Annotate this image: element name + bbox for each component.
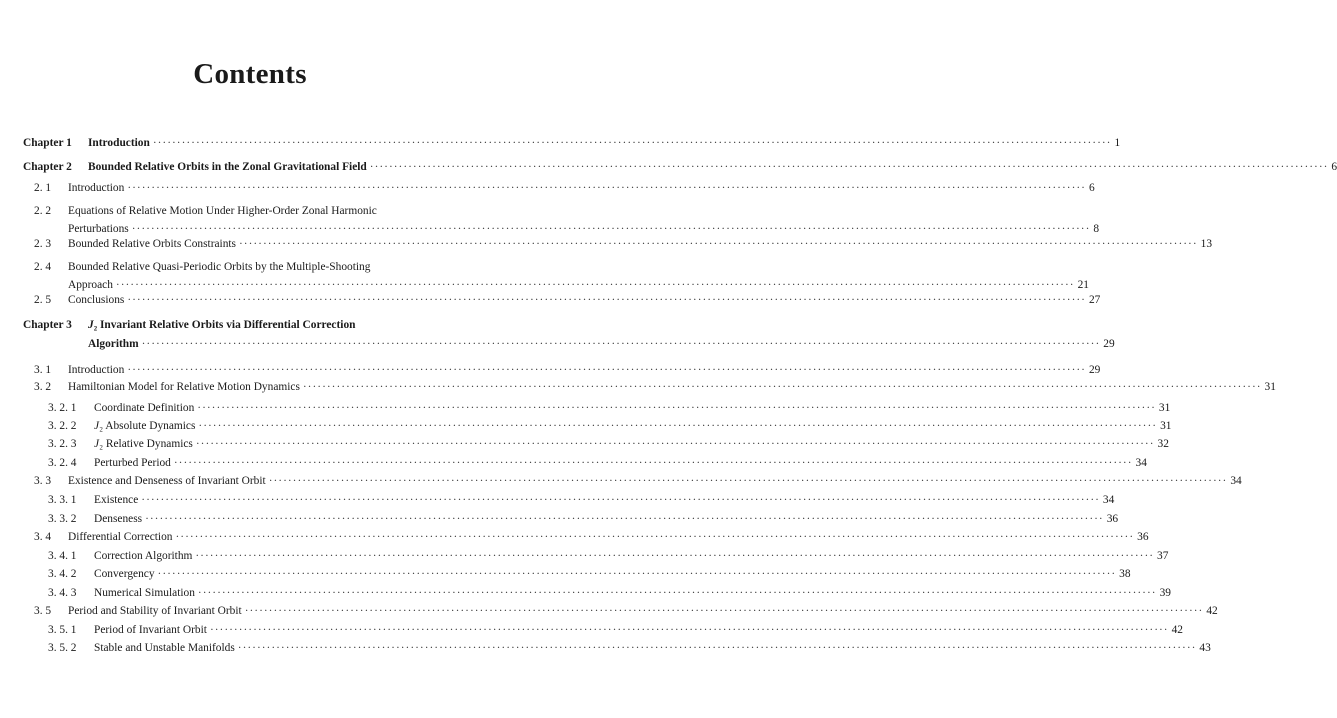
dot-leader: ········································································································································································································ (127, 364, 1086, 376)
toc-entry-title: Introduction (88, 137, 150, 149)
toc-entry[interactable] (34, 363, 1101, 377)
toc-entry-title: Perturbed Period (94, 457, 171, 469)
toc-entry-title: Bounded Relative Orbits in the Zonal Gravitational Field (88, 161, 367, 173)
toc-entry-page-number: 31 (1160, 420, 1172, 432)
toc-entry-title: Approach (68, 279, 113, 291)
toc-entry-number: 2. 4 (34, 261, 52, 273)
toc-entry[interactable] (34, 237, 1213, 251)
toc-entry-number: 3. 3. 1 (48, 494, 77, 506)
dot-leader: ········································································································································································································ (197, 587, 1157, 599)
toc-entry-title: Introduction (68, 364, 125, 376)
dot-leader: ········································································································································································································ (173, 457, 1133, 469)
toc-entry-page-number: 36 (1106, 513, 1119, 525)
toc-entry-number: Chapter 3 (23, 319, 72, 331)
toc-entry-page-number: 6 (1088, 182, 1095, 194)
toc-chapter-entry[interactable] (23, 160, 1337, 174)
toc-entry-number: 3. 4. 1 (48, 550, 77, 562)
toc-entry[interactable] (48, 493, 1115, 507)
dot-leader: ········································································································································································································ (369, 161, 1329, 173)
dot-leader: ········································································································································································································ (145, 513, 1104, 525)
toc-entry-number: 3. 4. 3 (48, 587, 77, 599)
toc-entry-number: 2. 1 (34, 182, 52, 194)
toc-entry-number: 2. 3 (34, 238, 52, 250)
dot-leader: ········································································································································································································ (157, 568, 1117, 580)
toc-entry-title: Coordinate Definition (94, 402, 195, 414)
dot-leader: ········································································································································································································ (268, 475, 1228, 487)
toc-entry-number: 3. 4. 2 (48, 568, 77, 580)
toc-entry-page-number: 34 (1102, 494, 1115, 506)
toc-entry-title: Stable and Unstable Manifolds (94, 642, 235, 654)
toc-entry-first-line (23, 318, 355, 332)
toc-entry-page-number: 8 (1093, 223, 1100, 235)
toc-entry-page-number: 34 (1230, 475, 1242, 487)
dot-leader: ········································································································································································································ (209, 624, 1169, 636)
toc-entry[interactable] (34, 181, 1095, 195)
toc-entry-number: 2. 2 (34, 205, 52, 217)
toc-entry[interactable] (48, 549, 1169, 563)
dot-leader: ········································································································································································································ (197, 402, 1156, 414)
toc-entry-number: 3. 1 (34, 364, 52, 376)
dot-leader: ········································································································································································································ (195, 550, 1155, 562)
toc-entry-title: Existence (94, 494, 139, 506)
toc-entry-title-line1: J₂ Invariant Relative Orbits via Differential Correction (88, 319, 356, 331)
toc-entry-page-number: 29 (1088, 364, 1101, 376)
toc-entry-number: 3. 5. 2 (48, 642, 77, 654)
dot-leader: ········································································································································································································ (115, 279, 1075, 291)
toc-entry-page-number: 31 (1158, 402, 1171, 414)
toc-entry-page-number: 21 (1077, 279, 1089, 291)
toc-entry-number: 3. 2. 2 (48, 420, 77, 432)
toc-entry-page-number: 42 (1206, 605, 1218, 617)
toc-entry[interactable] (48, 641, 1211, 655)
toc-entry-title: Existence and Denseness of Invariant Orbit (68, 475, 266, 487)
dot-leader: ········································································································································································································ (127, 294, 1086, 306)
toc-entry-page-number: 32 (1157, 438, 1169, 450)
toc-entry-number: 3. 3. 2 (48, 513, 77, 525)
dot-leader: ········································································································································································································ (127, 182, 1086, 194)
toc-entry-page-number: 37 (1157, 550, 1169, 562)
toc-entry-page-number: 13 (1200, 238, 1213, 250)
toc-entry-title-line1: Equations of Relative Motion Under Higher-Order Zonal Harmonic (68, 205, 377, 217)
toc-entry-title: Convergency (94, 568, 155, 580)
toc-entry[interactable] (48, 623, 1183, 637)
toc-entry[interactable] (68, 278, 1089, 292)
toc-entry[interactable] (48, 456, 1147, 470)
toc-entry[interactable] (48, 512, 1119, 526)
dot-leader: ········································································································································································································ (302, 381, 1262, 393)
toc-entry-number: Chapter 1 (23, 137, 72, 149)
toc-entry-first-line (34, 260, 370, 274)
toc-chapter-entry[interactable] (23, 136, 1121, 150)
toc-entry[interactable] (34, 380, 1276, 394)
toc-entry-page-number: 6 (1331, 161, 1337, 173)
toc-entry[interactable] (48, 586, 1171, 600)
toc-entry[interactable] (68, 222, 1100, 236)
toc-entry[interactable] (34, 293, 1101, 307)
toc-entry-number: 3. 2. 3 (48, 438, 77, 450)
dot-leader: ········································································································································································································ (239, 238, 1198, 250)
toc-entry-title: Period of Invariant Orbit (94, 624, 207, 636)
toc-entry-title: Differential Correction (68, 531, 173, 543)
toc-entry[interactable] (48, 419, 1172, 433)
toc-entry-number: 3. 5. 1 (48, 624, 77, 636)
toc-entry-number: 3. 5 (34, 605, 52, 617)
toc-entry-number: Chapter 2 (23, 161, 72, 173)
toc-entry-number: 2. 5 (34, 294, 52, 306)
toc-entry-title: Hamiltonian Model for Relative Motion Dynamics (68, 381, 300, 393)
toc-entry-page-number: 31 (1264, 381, 1276, 393)
toc-entry-page-number: 29 (1103, 338, 1115, 350)
toc-entry-first-line (34, 204, 377, 218)
toc-entry-page-number: 36 (1137, 531, 1149, 543)
toc-entry[interactable] (48, 437, 1169, 451)
toc-entry-title: Correction Algorithm (94, 550, 193, 562)
page-title: Contents (193, 58, 307, 90)
toc-entry-title: Bounded Relative Orbits Constraints (68, 238, 236, 250)
dot-leader: ········································································································································································································ (195, 438, 1155, 450)
toc-entry-number: 3. 4 (34, 531, 52, 543)
toc-entry-number: 3. 2 (34, 381, 52, 393)
toc-entry-title: Perturbations (68, 223, 129, 235)
toc-entry-page-number: 34 (1135, 457, 1147, 469)
toc-entry[interactable] (88, 337, 1115, 351)
toc-entry-title: J₂ Relative Dynamics (94, 438, 193, 450)
toc-entry-number: 3. 2. 1 (48, 402, 77, 414)
dot-leader: ········································································································································································································ (152, 137, 1112, 149)
toc-entry-title: Numerical Simulation (94, 587, 195, 599)
toc-entry[interactable] (34, 474, 1242, 488)
toc-entry-title: Period and Stability of Invariant Orbit (68, 605, 242, 617)
toc-entry-page-number: 42 (1171, 624, 1183, 636)
toc-entry-page-number: 38 (1119, 568, 1131, 580)
dot-leader: ········································································································································································································ (175, 531, 1135, 543)
toc-entry[interactable] (34, 530, 1149, 544)
toc-entry[interactable] (48, 567, 1131, 581)
toc-entry-page-number: 43 (1199, 642, 1211, 654)
toc-entry[interactable] (48, 401, 1171, 415)
toc-entry-title: Denseness (94, 513, 143, 525)
dot-leader: ········································································································································································································ (237, 642, 1197, 654)
toc-entry-title: Introduction (68, 182, 125, 194)
toc-entry-page-number: 39 (1159, 587, 1171, 599)
dot-leader: ········································································································································································································ (141, 494, 1100, 506)
toc-entry-title: Algorithm (88, 338, 139, 350)
toc-entry-number: 3. 2. 4 (48, 457, 77, 469)
dot-leader: ········································································································································································································ (244, 605, 1204, 617)
toc-entry-page-number: 1 (1114, 137, 1121, 149)
toc-entry-title: J₂ Absolute Dynamics (94, 420, 196, 432)
toc-entry[interactable] (34, 604, 1218, 618)
toc-entry-title: Conclusions (68, 294, 125, 306)
dot-leader: ········································································································································································································ (131, 223, 1091, 235)
toc-entry-number: 3. 3 (34, 475, 52, 487)
toc-entry-title-line1: Bounded Relative Quasi-Periodic Orbits by the Multiple-Shooting (68, 261, 371, 273)
toc-entry-page-number: 27 (1088, 294, 1101, 306)
dot-leader: ········································································································································································································ (198, 420, 1158, 432)
dot-leader: ········································································································································································································ (141, 338, 1101, 350)
